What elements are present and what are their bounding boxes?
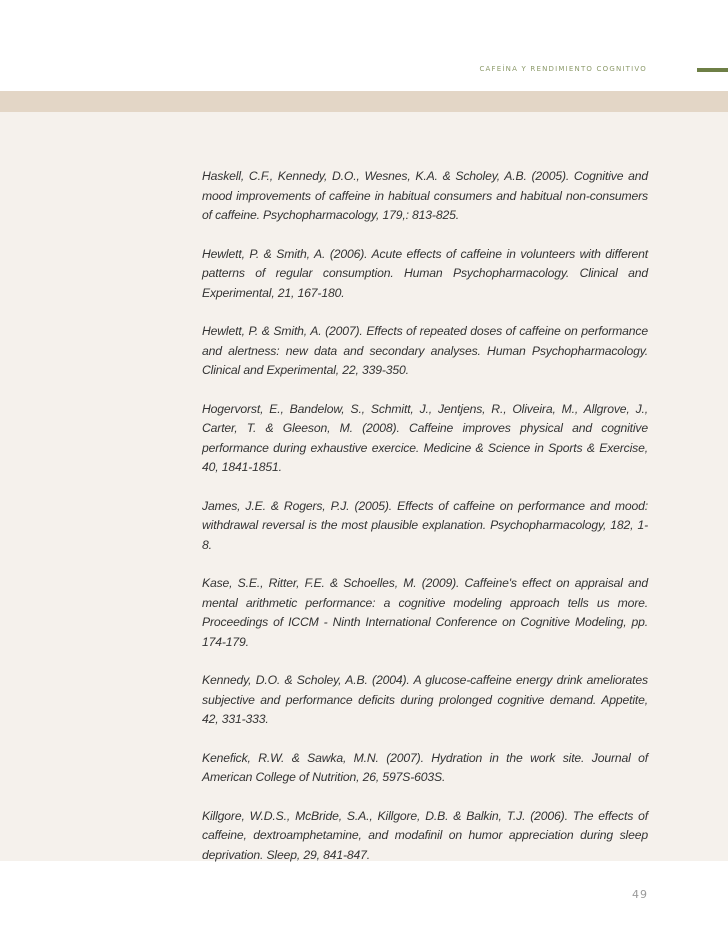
- reference-kenefick-2007: Kenefick, R.W. & Sawka, M.N. (2007). Hydration in the work site. Journal of American College of Nutrition, 26, 597S-603S.: [202, 750, 648, 784]
- reference-hewlett-2007: Hewlett, P. & Smith, A. (2007). Effects of repeated doses of caffeine on performance and alertness: new data and secondary analyses. Human Psychopharmacology. Clinical and Experimental, 22, 339-350.: [202, 324, 648, 377]
- running-head: CAFEÍNA Y RENDIMIENTO COGNITIVO: [479, 65, 647, 73]
- reference-list: [202, 167, 648, 884]
- reference-kase-2009: Kase, S.E., Ritter, F.E. & Schoelles, M. (2009). Caffeine's effect on appraisal and mental arithmetic performance: a cognitive modeling approach tells us more. Proceedings of ICCM - Ninth International Conference on Cognitive Modeling, pp. 174-179.: [202, 576, 648, 649]
- reference-hogervorst-2008: Hogervorst, E., Bandelow, S., Schmitt, J., Jentjens, R., Oliveira, M., Allgrove, J., Carter, T. & Gleeson, M. (2008). Caffeine improves physical and cognitive performance during exhaustive exercice. Medicine & Science in Sports & Exercise, 40, 1841-1851.: [202, 401, 648, 474]
- reference-killgore-2006: Killgore, W.D.S., McBride, S.A., Killgore, D.B. & Balkin, T.J. (2006). The effects of caffeine, dextroamphetamine, and modafinil on humor appreciation during sleep deprivation. Sleep, 29, 841-847.: [202, 808, 648, 862]
- reference-hewlett-2006: Hewlett, P. & Smith, A. (2006). Acute effects of caffeine in volunteers with different patterns of regular consumption. Human Psychopharmacology. Clinical and Experimental, 21, 167-180.: [202, 246, 648, 300]
- reference-haskell-2005: Haskell, C.F., Kennedy, D.O., Wesnes, K.A. & Scholey, A.B. (2005). Cognitive and mood improvements of caffeine in habitual consumers and habitual non-consumers of caffeine. Psychopharmacology, 179,: 813-825.: [202, 169, 648, 222]
- header-band: [0, 91, 728, 112]
- page-number: 49: [632, 888, 648, 901]
- reference-kennedy-2004: Kennedy, D.O. & Scholey, A.B. (2004). A glucose-caffeine energy drink ameliorates subjective and performance deficits during prolonged cognitive demand. Appetite, 42, 331-333.: [202, 673, 648, 726]
- accent-bar: [697, 68, 728, 72]
- reference-james-2005: James, J.E. & Rogers, P.J. (2005). Effects of caffeine on performance and mood: withdrawal reversal is the most plausible explanation. Psychopharmacology, 182, 1-8.: [202, 498, 648, 552]
